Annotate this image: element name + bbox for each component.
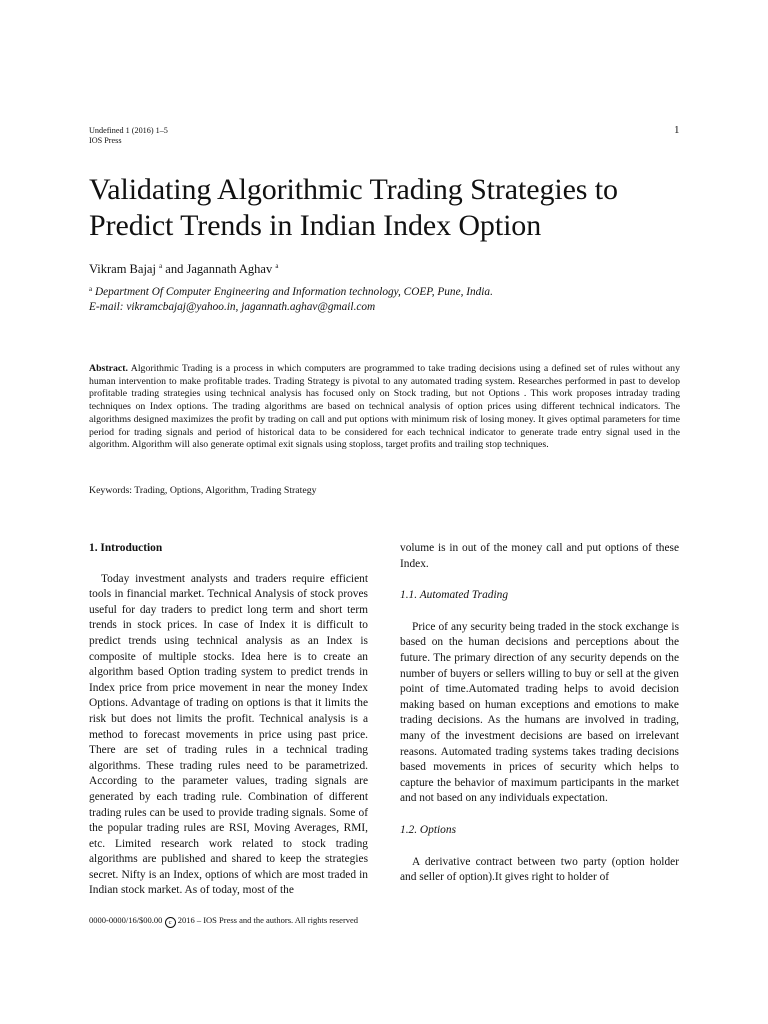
abstract-label: Abstract. bbox=[89, 363, 128, 374]
affiliation-mark: a bbox=[275, 262, 279, 270]
left-column bbox=[89, 541, 368, 899]
copyright-icon: c bbox=[165, 917, 176, 928]
department: Department Of Computer Engineering and Information technology, COEP, Pune, India. bbox=[94, 286, 493, 298]
footer-issn: 0000-0000/16/$00.00 bbox=[89, 915, 163, 925]
author-list bbox=[89, 262, 278, 277]
author-name: Vikram Bajaj bbox=[89, 262, 156, 276]
paragraph: A derivative contract between two party (option holder and seller of option).It gives right to holder of bbox=[400, 855, 679, 884]
right-column bbox=[400, 541, 679, 886]
running-header bbox=[89, 126, 168, 146]
paragraph: volume is in out of the money call and put options of these Index. bbox=[400, 542, 679, 570]
author-connector: and bbox=[165, 262, 184, 276]
publisher: IOS Press bbox=[89, 136, 122, 145]
affiliation-mark: a bbox=[89, 285, 93, 293]
paragraph: Price of any security being traded in the stock exchange is based on the human decisions and perceptions about the future. The primary direction of any security depends on the number of buyers or sellers willing to buy or sell at the given point of time.Automated trading helps to avoid decision making based on human exceptions and emotions to make trading decisions. As the humans are involved in trading, many of the investment decisions are based on irrelevant reasons. Automated trading systems takes trading decisions based movements in prices of security which helps to capture the behavior of maximum participants in the market and not based on any individuals expectation. bbox=[400, 620, 679, 805]
paragraph: Today investment analysts and traders require efficient tools in financial market. Technical Analysis of stock proves useful for day traders to predict long term and short term trends in stock prices. In case of Index it is difficult to predict trends using technical analysis as an Index is composite of multiple stocks. Idea here is to create an algorithm based Option trading system to predict trends in Index price from price movement in near the money Index Options. Advantage of trading on options is that it limits the risk but does not limits the profit. Technical analysis is a method to forecast movements in price using past price. There are set of trading rules in a technical trading algorithms. These trading rules need to be parametrized. According to the parameter values, trading signals are generated by each trading rule. Combination of different trading rules can be used to provide trading signals. Some of the popular trading rules are RSI, Moving Averages, RMI, etc. Limited research work related to stock trading algorithms are published and shared to keep the strategies secret. Nifty is an Index, options of which are most traded in Indian stock market. As of today, most of the bbox=[89, 572, 368, 897]
footer-copyright: 2016 – IOS Press and the authors. All rights reserved bbox=[177, 915, 359, 925]
author-name: Jagannath Aghav bbox=[186, 262, 273, 276]
subsection-heading: 1.1. Automated Trading bbox=[400, 589, 509, 602]
page-number: 1 bbox=[674, 124, 680, 136]
subsection-heading: 1.2. Options bbox=[400, 823, 457, 836]
keywords: Keywords: Trading, Options, Algorithm, Trading Strategy bbox=[89, 485, 317, 496]
abstract bbox=[89, 363, 680, 452]
journal-info: Undefined 1 (2016) 1–5 bbox=[89, 126, 168, 135]
affiliation-mark: a bbox=[159, 262, 163, 270]
abstract-text: Algorithmic Trading is a process in which computers are programmed to take trading decisions using a defined set of rules without any human intervention to make profitable trades. Trading Strategy is pivotal to any automated trading system. Researches performed in past to develop profitable trading strategies using technical analysis has focused only on Stock trading, but not Options . This work proposes intraday trading techniques on Index options. The trading algorithms are based on technical analysis of option prices using different technical indicators. The algorithms designed maximizes the profit by trading on call and put options with minimum risk of losing money. It gives optimal parameters for time period for trading signals and period of historical data to be considered for each technical indicator to generate trade entry signal used in the algorithm. Algorithm will also generate optimal exit signals using stoploss, target profits and trailing stop techniques. bbox=[89, 363, 680, 451]
footer bbox=[89, 915, 358, 928]
affiliation bbox=[89, 282, 493, 315]
email: E-mail: vikramcbajaj@yahoo.in, jagannath.aghav@gmail.com bbox=[89, 301, 376, 313]
paper-title: Validating Algorithmic Trading Strategies to Predict Trends in Indian Index Option bbox=[89, 173, 618, 242]
section-heading: 1. Introduction bbox=[89, 542, 163, 554]
